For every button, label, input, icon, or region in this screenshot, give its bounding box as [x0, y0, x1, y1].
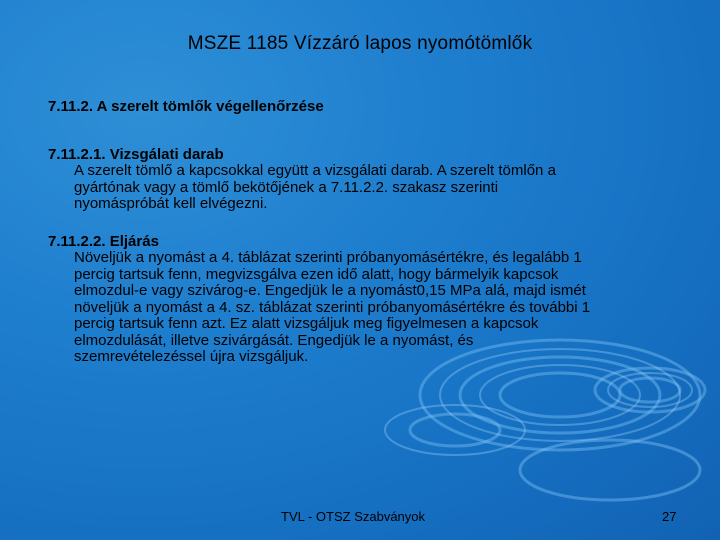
paragraph-line: Növeljük a nyomást a 4. táblázat szerinti próbanyomásértékre, és legalább 1	[74, 249, 582, 266]
content-body	[48, 99, 698, 366]
subsection-vizsgalati-darab	[48, 147, 698, 213]
paragraph-line: nyomáspróbát kell elvégezni.	[74, 195, 268, 212]
page-number: 27	[662, 509, 677, 524]
paragraph-line: A szerelt tömlő a kapcsokkal együtt a vizsgálati darab. A szerelt tömlőn a	[74, 162, 556, 179]
paragraph-line: növeljük a nyomást a 4. sz. táblázat szerinti próbanyomásértékre és további 1	[74, 298, 591, 316]
paragraph-line: elmozdulását, illetve szivárgását. Engedjük le a nyomást, és	[74, 331, 474, 349]
section-heading: 7.11.2. A szerelt tömlők végellenőrzése	[48, 98, 324, 115]
paragraph	[74, 250, 698, 366]
slide-title: MSZE 1185 Vízzáró lapos nyomótömlők	[187, 33, 533, 54]
footer-text: TVL - OTSZ Szabványok	[281, 509, 426, 524]
paragraph-line: elmozdul-e vagy szivárog-e. Engedjük le a nyomást0,15 MPa alá, majd ismét	[74, 282, 586, 299]
subsection-eljaras	[48, 234, 698, 366]
paragraph-line: percig tartsuk fenn azt. Ez alatt vizsgáljuk meg figyelmesen a kapcsok	[74, 315, 539, 332]
paragraph-line: szemrevételezéssel újra vizsgáljuk.	[74, 348, 309, 365]
subsection-heading: 7.11.2.1. Vizsgálati darab	[48, 145, 224, 163]
subsection-heading: 7.11.2.2. Eljárás	[48, 232, 159, 250]
paragraph-line: percig tartsuk fenn, megvizsgálva ezen idő alatt, hogy bármelyik kapcsok	[74, 265, 559, 283]
paragraph	[74, 163, 698, 213]
paragraph-line: gyártónak vagy a tömlő bekötőjének a 7.11.2.2. szakasz szerinti	[74, 178, 499, 196]
